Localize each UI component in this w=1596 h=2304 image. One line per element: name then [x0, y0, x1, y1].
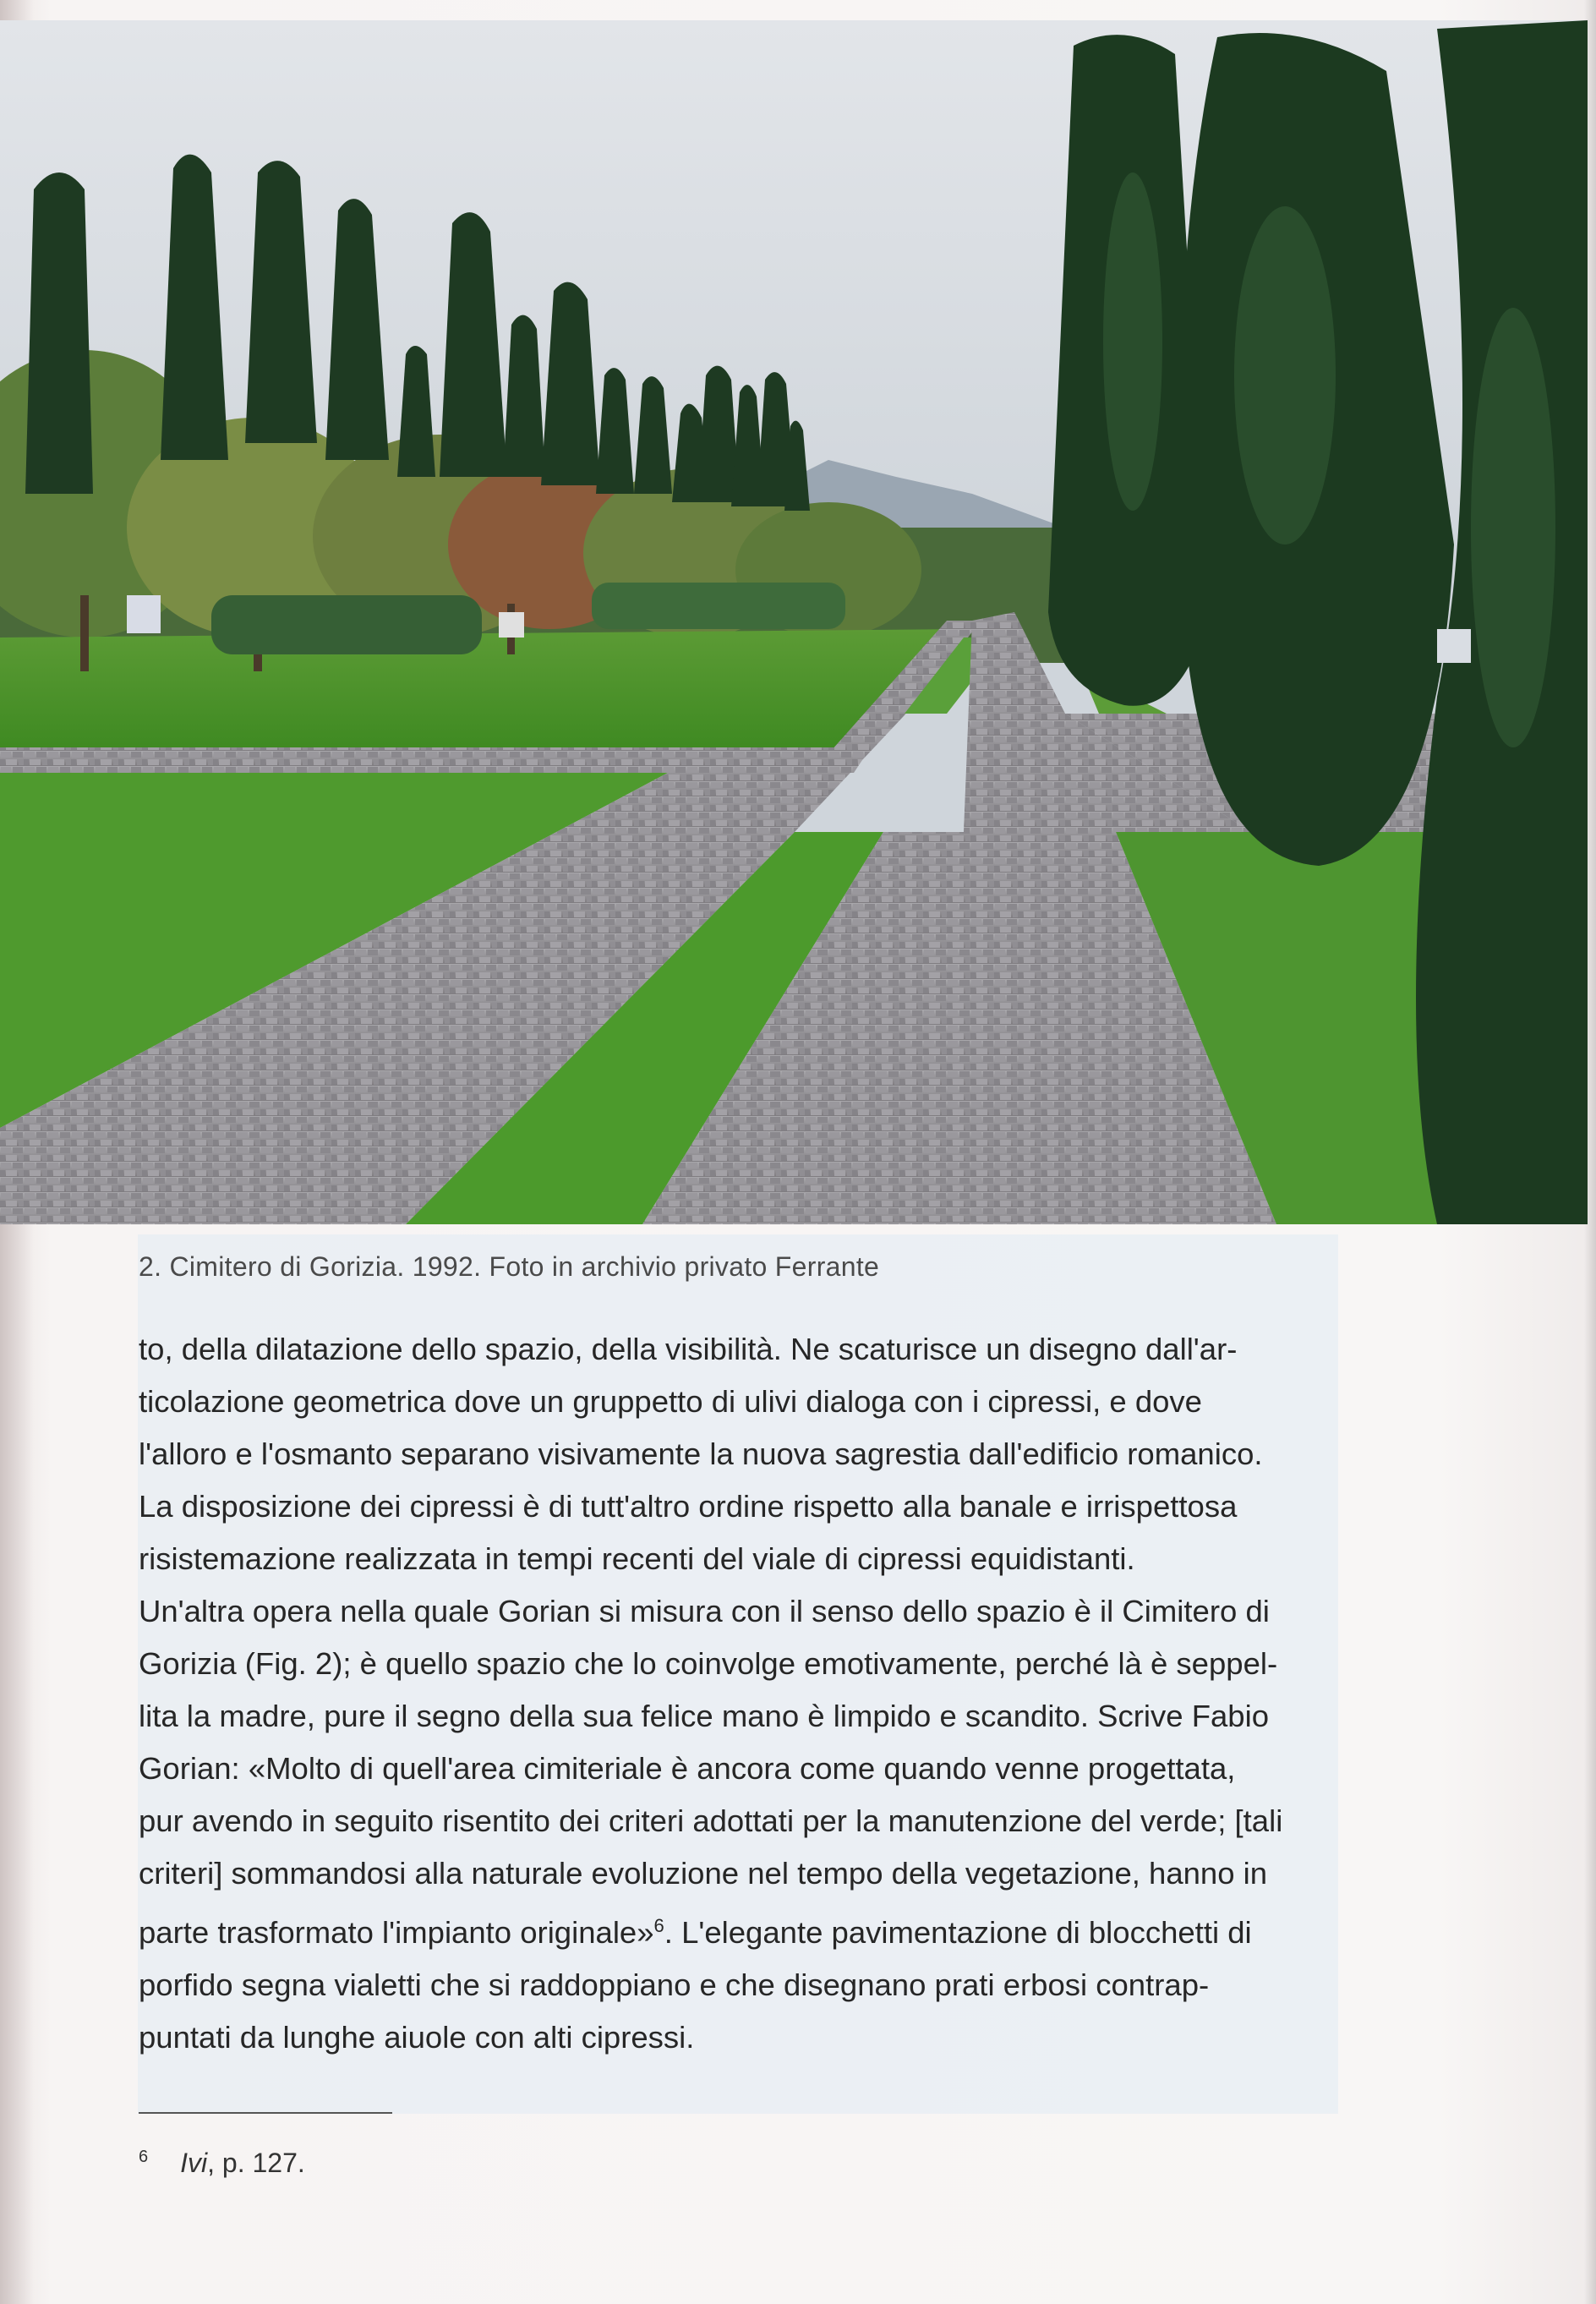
body-text	[139, 1323, 1339, 2064]
text-line	[139, 1900, 1339, 1959]
figure-caption: 2. Cimitero di Gorizia. 1992. Foto in archivio privato Ferrante	[139, 1251, 880, 1282]
text-line: pur avendo in seguito risentito dei criteri adottati per la manutenzione del verde; [tali	[139, 1803, 1283, 1838]
cemetery-photo-illustration	[0, 20, 1588, 1224]
footnote	[139, 2148, 305, 2179]
text-line: risistemazione realizzata in tempi recenti del viale di cipressi equidistanti.	[139, 1541, 1135, 1576]
footnote-text: , p. 127.	[207, 2148, 305, 2178]
footnote-ref: Ivi	[180, 2148, 208, 2178]
text-line: lita la madre, pure il segno della sua felice mano è limpido e scandito. Scrive Fabio	[139, 1699, 1270, 1733]
text-fragment: parte trasformato l'impianto originale»	[139, 1915, 654, 1951]
footnote-number: 6	[139, 2148, 149, 2166]
text-line: criteri] sommandosi alla naturale evoluzione nel tempo della vegetazione, hanno in	[139, 1856, 1268, 1891]
text-line: Un'altra opera nella quale Gorian si misura con il senso dello spazio è il Cimitero di	[139, 1594, 1270, 1628]
figure-photo	[0, 20, 1588, 1224]
text-line: porfido segna vialetti che si raddoppiano e che disegnano prati erbosi contrap-	[139, 1967, 1210, 2003]
paragraph	[139, 1323, 1339, 2064]
text-line: puntati da lunghe aiuole con alti cipressi.	[139, 2020, 695, 2055]
text-line: to, della dilatazione dello spazio, della visibilità. Ne scaturisce un disegno dall'ar-	[139, 1332, 1238, 1366]
text-line: Gorian: «Molto di quell'area cimiteriale è ancora come quando venne progettata,	[139, 1751, 1236, 1786]
text-line: La disposizione dei cipressi è di tutt'altro ordine rispetto alla banale e irrispettosa	[139, 1489, 1238, 1524]
text-line: Gorizia (Fig. 2); è quello spazio che lo coinvolge emotivamente, perché là è seppel-	[139, 1646, 1278, 1681]
text-fragment: . L'elegante pavimentazione di blocchetti di	[664, 1915, 1252, 1951]
text-line: ticolazione geometrica dove un gruppetto di ulivi dialoga con i cipressi, e dove	[139, 1384, 1202, 1419]
footnote-divider	[139, 2112, 392, 2114]
footnote-reference[interactable]: 6	[653, 1915, 664, 1936]
text-line: l'alloro e l'osmanto separano visivamente la nuova sagrestia dall'edificio romanico.	[139, 1437, 1263, 1471]
